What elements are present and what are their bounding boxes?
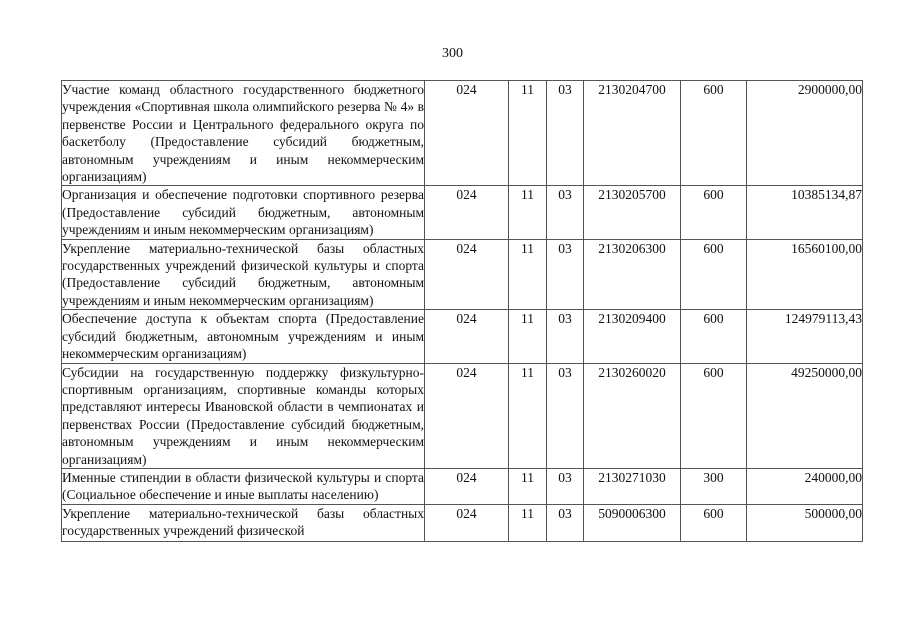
row-name-cell: Укрепление материально-технической базы областных государственных учреждений физической культуры и спорта (Предоставление субсидий бюджетным, автономным учреждениям и иным некоммерческим организациям) [62,240,424,308]
row-name-cell: Обеспечение доступа к объектам спорта (Предоставление субсидий бюджетным, автономным учреждениям и иным некоммерческим организациям) [62,311,424,362]
table-row [62,186,863,239]
ministry-code-cell: 024 [425,81,509,186]
table-row [62,468,863,504]
target-article-cell: 2130205700 [584,186,681,239]
subsection-code-cell: 03 [547,81,584,186]
table-row [62,363,863,468]
ministry-code-cell: 024 [425,186,509,239]
target-article-cell: 2130271030 [584,468,681,504]
target-article-cell: 2130260020 [584,363,681,468]
amount-cell: 49250000,00 [747,363,863,468]
ministry-code-cell: 024 [425,239,509,310]
row-name-cell: Именные стипендии в области физической культуры и спорта (Социальное обеспечение и иные выплаты населению) [62,469,424,503]
section-code-cell: 11 [509,310,547,363]
subsection-code-cell: 03 [547,310,584,363]
row-name-cell: Субсидии на государственную поддержку физкультурно-спортивным организациям, спортивные команды которых представляют интересы Ивановской области в чемпионатах и первенствах России (Предоставление субсидий бюджетным, автономным учреждениям и иным некоммерческим организациям) [62,364,424,467]
amount-cell: 124979113,43 [747,310,863,363]
amount-cell: 16560100,00 [747,239,863,310]
section-code-cell: 11 [509,504,547,541]
expense-type-cell: 600 [681,239,747,310]
subsection-code-cell: 03 [547,504,584,541]
expense-type-cell: 600 [681,504,747,541]
table-row [62,310,863,363]
amount-cell: 240000,00 [747,468,863,504]
ministry-code-cell: 024 [425,468,509,504]
section-code-cell: 11 [509,186,547,239]
target-article-cell: 2130209400 [584,310,681,363]
table-row [62,504,863,541]
subsection-code-cell: 03 [547,239,584,310]
target-article-cell: 2130204700 [584,81,681,186]
expense-type-cell: 600 [681,81,747,186]
expense-type-cell: 300 [681,468,747,504]
target-article-cell: 2130206300 [584,239,681,310]
target-article-cell: 5090006300 [584,504,681,541]
table-row [62,81,863,186]
section-code-cell: 11 [509,81,547,186]
expense-type-cell: 600 [681,363,747,468]
amount-cell: 2900000,00 [747,81,863,186]
ministry-code-cell: 024 [425,363,509,468]
row-name-cell: Укрепление материально-технической базы областных государственных учреждений физической [62,504,425,541]
budget-table [61,80,863,542]
page-number: 300 [442,46,463,61]
row-name-cell: Участие команд областного государственного бюджетного учреждения «Спортивная школа олимпийского резерва № 4» в первенстве России и Центрального федерального округа по баскетболу (Предоставление субсидий бюджетным, автономным учреждениям и иным некоммерческим организациям) [62,82,424,185]
subsection-code-cell: 03 [547,186,584,239]
section-code-cell: 11 [509,239,547,310]
expense-type-cell: 600 [681,186,747,239]
ministry-code-cell: 024 [425,504,509,541]
ministry-code-cell: 024 [425,310,509,363]
expense-type-cell: 600 [681,310,747,363]
amount-cell: 500000,00 [747,504,863,541]
section-code-cell: 11 [509,468,547,504]
table-row [62,239,863,310]
subsection-code-cell: 03 [547,363,584,468]
section-code-cell: 11 [509,363,547,468]
subsection-code-cell: 03 [547,468,584,504]
row-name-cell: Организация и обеспечение подготовки спортивного резерва (Предоставление субсидий бюджетным, автономным учреждениям и иным некоммерческим организациям) [62,187,424,238]
amount-cell: 10385134,87 [747,186,863,239]
